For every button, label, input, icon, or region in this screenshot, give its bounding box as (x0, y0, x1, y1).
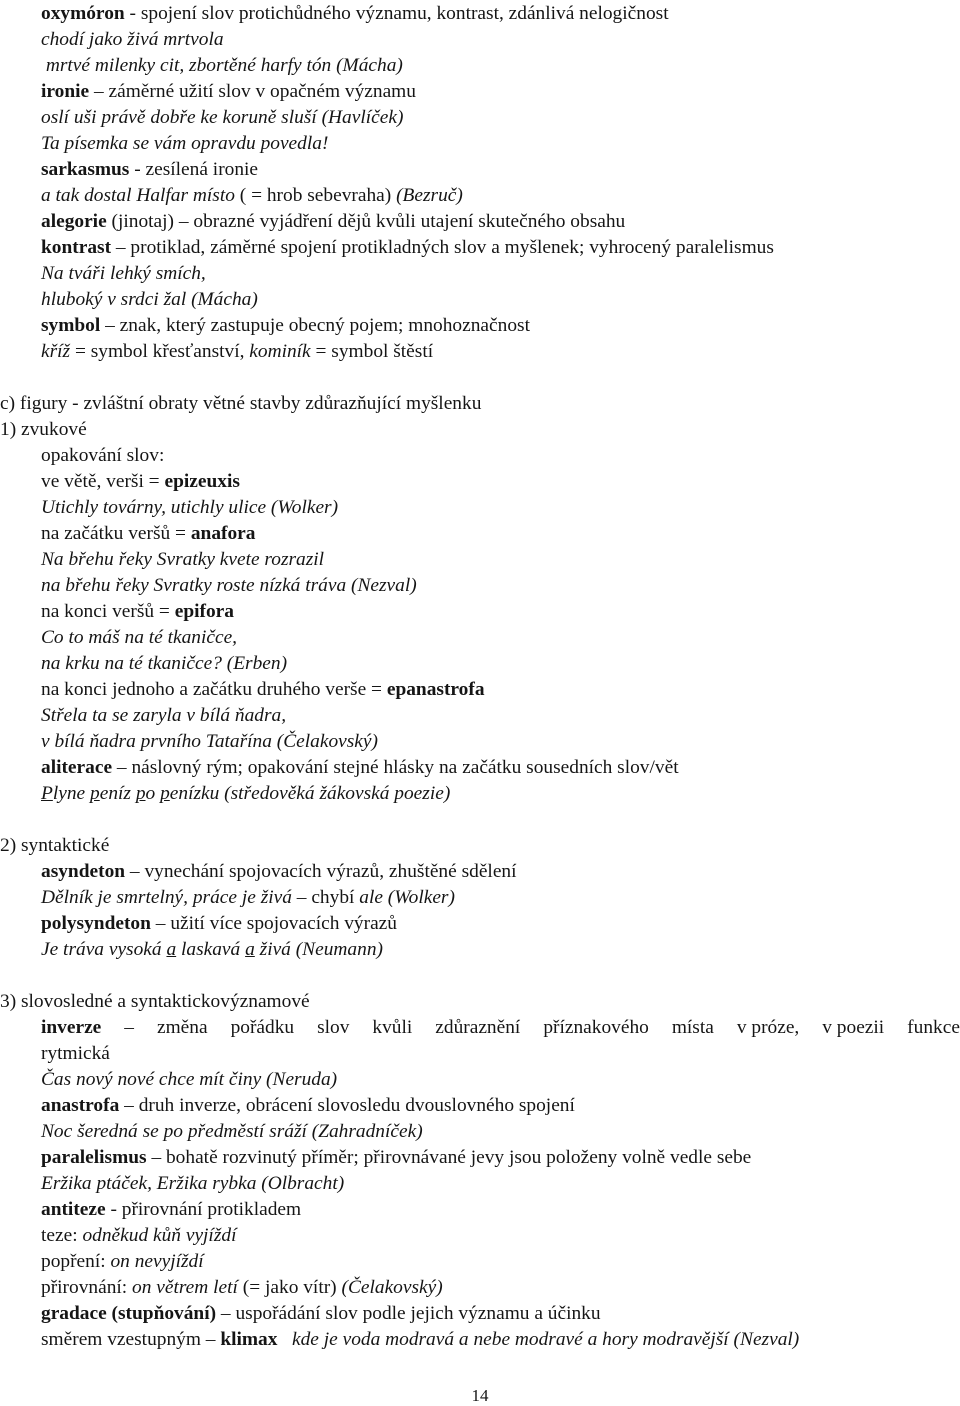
example-text: o (145, 783, 161, 804)
example-text: eníz (99, 783, 136, 804)
term-label: alegorie (41, 211, 107, 232)
example-text: on nevyjíždí (110, 1251, 204, 1272)
example-text: on větrem letí (132, 1277, 238, 1298)
example-text: Utichly továrny, utichly ulice (Wolker) (41, 497, 339, 518)
term-label: inverze (41, 1017, 102, 1038)
example-text: Dělník je smrtelný, práce je živá (41, 887, 292, 908)
text-segment: - přirovnání protikladem (105, 1199, 302, 1220)
text-segment: přirovnání: (41, 1277, 133, 1298)
text-line (41, 573, 960, 599)
example-text: živá (Neumann) (254, 939, 383, 960)
term-label: symbol (41, 315, 101, 336)
example-text: Eržika ptáček, Eržika rybka (Olbracht) (41, 1173, 345, 1194)
example-text: Střela ta se zaryla v bílá ňadra, (41, 705, 287, 726)
text-word: místa (671, 1017, 714, 1038)
example-text: ale (Wolker) (359, 887, 455, 908)
text-line (41, 1041, 960, 1067)
text-segment: c) figury - zvláštní obraty větné stavby zdůrazňující myšlenku (0, 393, 482, 414)
term-label: aliterace (41, 757, 113, 778)
term-label: oxymóron (41, 3, 125, 24)
text-line (41, 131, 960, 157)
example-text: Na břehu řeky Svratky kvete rozrazil (41, 549, 325, 570)
text-segment: teze: (41, 1225, 83, 1246)
page-number: 14 (471, 1386, 489, 1405)
text-segment: opakování slov: (41, 445, 165, 466)
text-line (0, 833, 960, 859)
example-text: p (135, 783, 146, 804)
text-line (41, 443, 960, 469)
example-text: Ta písemka se vám opravdu povedla! (41, 133, 329, 154)
term-label: paralelismus (41, 1147, 147, 1168)
example-text: p (90, 783, 100, 804)
example-text: kříž (41, 341, 71, 362)
example-text: enízku (středověká žákovská poezie) (169, 783, 451, 804)
term-label: polysyndeton (41, 913, 151, 934)
text-word: funkce (907, 1017, 960, 1038)
text-line (41, 1, 960, 27)
example-text: kominík (249, 341, 311, 362)
text-line (41, 469, 960, 495)
term-label: anastrofa (41, 1095, 120, 1116)
term-label: anafora (190, 523, 256, 544)
text-word: v próze, (736, 1017, 800, 1038)
example-text: v bílá ňadra prvního Tatařína (Čelakovský) (41, 731, 378, 752)
example-text: (Čelakovský) (341, 1277, 443, 1298)
text-line (41, 521, 960, 547)
text-line (41, 859, 960, 885)
text-segment: – náslovný rým; opakování stejné hlásky na začátku sousedních slov/vět (112, 757, 679, 778)
text-line (41, 547, 960, 573)
text-line (41, 1197, 960, 1223)
example-text: Co to máš na té tkaničce, (41, 627, 238, 648)
text-segment: (= jako vítr) (237, 1277, 342, 1298)
text-segment: – uspořádání slov podle jejich významu a účinku (216, 1303, 601, 1324)
text-segment: – druh inverze, obrácení slovosledu dvouslovného spojení (119, 1095, 575, 1116)
text-segment: na konci veršů = (41, 601, 175, 622)
text-line (41, 287, 960, 313)
text-word: příznakového (543, 1017, 649, 1038)
text-segment: rytmická (41, 1043, 110, 1064)
example-text: p (160, 783, 170, 804)
example-text: odněkud kůň vyjíždí (82, 1225, 237, 1246)
text-segment: – protiklad, záměrné spojení protikladných slov a myšlenek; vyhrocený paralelismus (111, 237, 774, 258)
text-line (41, 209, 960, 235)
example-text: a tak dostal Halfar místo (41, 185, 235, 206)
text-line (0, 391, 960, 417)
example-text: kde je voda modravá a nebe modravé a hory modravější (Nezval) (291, 1329, 800, 1350)
text-word: kvůli (372, 1017, 413, 1038)
text-word: – (124, 1017, 134, 1038)
text-line (41, 1015, 960, 1041)
text-line (0, 417, 960, 443)
text-segment: na konci jednoho a začátku druhého verše = (41, 679, 387, 700)
text-line (41, 339, 960, 365)
text-segment: = symbol štěstí (310, 341, 434, 362)
example-text: Čas nový nové chce mít činy (Neruda) (41, 1069, 338, 1090)
text-line (41, 1171, 960, 1197)
text-segment: 2) syntaktické (0, 835, 110, 856)
text-line (41, 755, 960, 781)
example-text: laskavá (176, 939, 246, 960)
example-text: na krku na té tkaničce? (Erben) (41, 653, 288, 674)
term-label: klimax (220, 1329, 278, 1350)
text-line (41, 105, 960, 131)
text-segment: – záměrné užití slov v opačném významu (89, 81, 416, 102)
example-text: oslí uši právě dobře ke koruně sluší (Havlíček) (41, 107, 404, 128)
text-segment: na začátku veršů = (41, 523, 191, 544)
example-text: mrtvé milenky cit, zbortěné harfy tón (Mácha) (41, 55, 403, 76)
text-segment: 3) slovosledné a syntaktickovýznamové (0, 991, 310, 1012)
term-label: antiteze (41, 1199, 106, 1220)
text-word: pořádku (230, 1017, 295, 1038)
example-text: P (41, 783, 53, 804)
text-segment: – užití více spojovacích výrazů (150, 913, 397, 934)
example-text: chodí jako živá mrtvola (41, 29, 224, 50)
text-line (41, 1301, 960, 1327)
text-line (41, 677, 960, 703)
text-segment: – vynechání spojovacích výrazů, zhuštěné sdělení (125, 861, 517, 882)
example-text: Je tráva vysoká (41, 939, 167, 960)
example-text: Na tváři lehký smích, (41, 263, 206, 284)
text-line (41, 1093, 960, 1119)
text-segment: popření: (41, 1251, 111, 1272)
term-label: epanastrofa (386, 679, 485, 700)
text-word: změna (156, 1017, 208, 1038)
term-label: sarkasmus (41, 159, 130, 180)
text-line (41, 703, 960, 729)
text-line (41, 599, 960, 625)
term-label: epifora (174, 601, 234, 622)
text-segment (277, 1329, 292, 1350)
text-segment: – chybí (291, 887, 360, 908)
term-label: gradace (stupňování) (41, 1303, 217, 1324)
text-segment: ( = hrob sebevraha) (234, 185, 397, 206)
text-line (41, 911, 960, 937)
text-line (41, 1119, 960, 1145)
text-line (41, 157, 960, 183)
term-label: kontrast (41, 237, 112, 258)
text-segment: (jinotaj) – obrazné vyjádření dějů kvůli utajení skutečného obsahu (106, 211, 626, 232)
text-line (41, 937, 960, 963)
text-line (41, 885, 960, 911)
text-line (41, 651, 960, 677)
text-segment: ve větě, verši = (41, 471, 165, 492)
text-line (41, 1067, 960, 1093)
term-label: ironie (41, 81, 90, 102)
text-line (41, 1249, 960, 1275)
text-word: slov (317, 1017, 350, 1038)
term-label: asyndeton (41, 861, 126, 882)
text-segment: - spojení slov protichůdného významu, kontrast, zdánlivá nelogičnost (124, 3, 669, 24)
text-segment: = symbol křesťanství, (70, 341, 250, 362)
text-segment: – bohatě rozvinutý příměr; přirovnávané jevy jsou položeny volně vedle sebe (146, 1147, 752, 1168)
example-text: Noc šeredná se po předměstí sráží (Zahradníček) (41, 1121, 423, 1142)
text-line (41, 729, 960, 755)
example-text: a (245, 939, 255, 960)
text-line (41, 781, 960, 807)
text-line (41, 313, 960, 339)
example-text: hluboký v srdci žal (Mácha) (41, 289, 258, 310)
example-text: (Bezruč) (396, 185, 463, 206)
text-segment: 1) zvukové (0, 419, 87, 440)
text-line (41, 1275, 960, 1301)
text-line (41, 27, 960, 53)
text-segment: - zesílená ironie (129, 159, 259, 180)
example-text: lyne (52, 783, 91, 804)
example-text: a (166, 939, 177, 960)
text-line (41, 53, 960, 79)
text-line (41, 261, 960, 287)
term-label: epizeuxis (164, 471, 240, 492)
text-word: zdůraznění (435, 1017, 521, 1038)
text-line (41, 625, 960, 651)
text-line (41, 1145, 960, 1171)
text-line (41, 1223, 960, 1249)
text-line (41, 183, 960, 209)
text-line (41, 1327, 960, 1353)
text-word: v poezii (822, 1017, 885, 1038)
text-line (41, 79, 960, 105)
text-line (0, 989, 960, 1015)
text-segment: směrem vzestupným – (41, 1329, 221, 1350)
text-segment: – znak, který zastupuje obecný pojem; mnohoznačnost (100, 315, 530, 336)
example-text: na břehu řeky Svratky roste nízká tráva (Nezval) (41, 575, 417, 596)
text-line (41, 495, 960, 521)
text-line (41, 235, 960, 261)
